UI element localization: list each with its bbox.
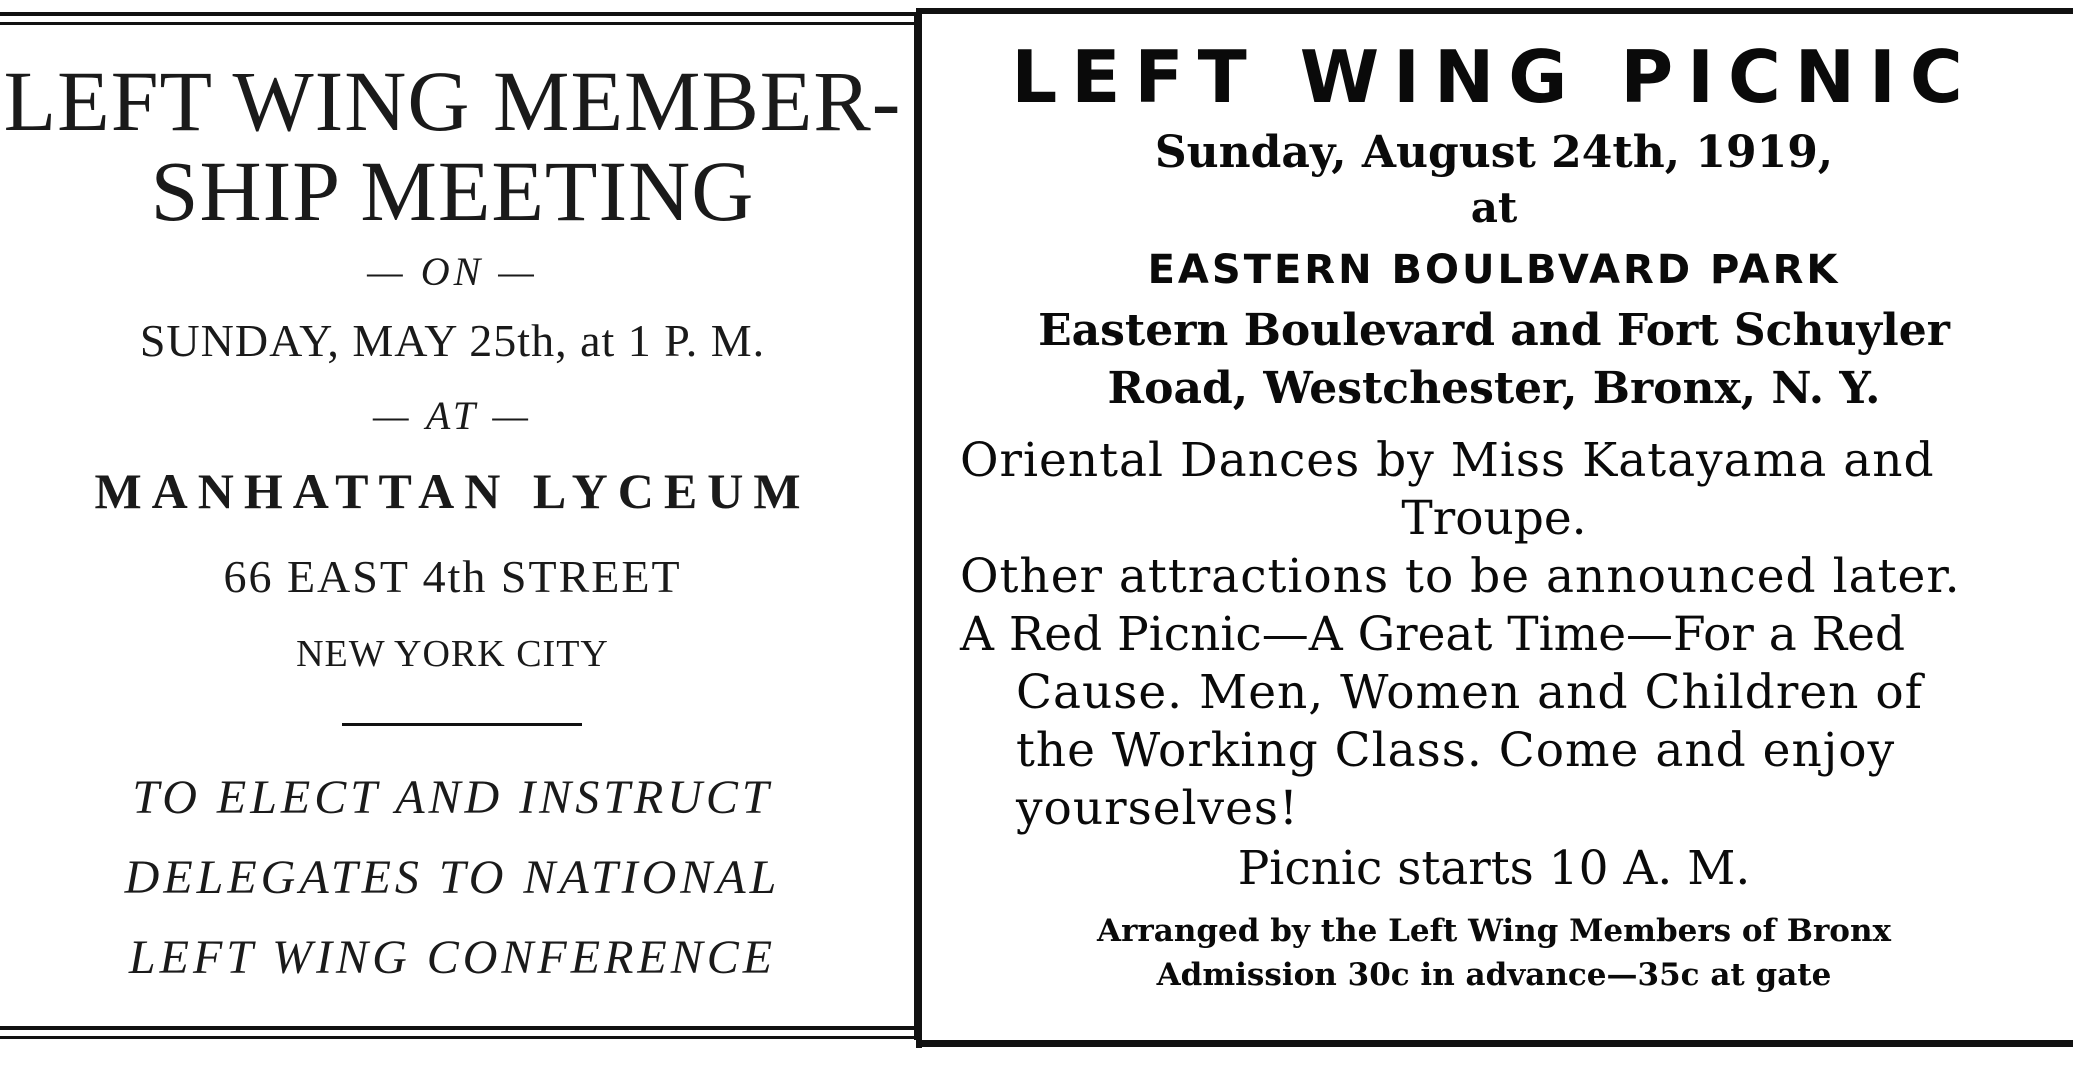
- arranged-by-line: Arranged by the Left Wing Members of Bronx: [1097, 913, 1891, 949]
- picnic-start-time: Picnic starts 10 A. M.: [1237, 841, 1751, 896]
- cause-line-1: A Red Picnic—A Great Time—For a Red: [960, 607, 1906, 662]
- picnic-park-name: EASTERN BOULBVARD PARK: [1147, 247, 1841, 293]
- picnic-notice: [920, 15, 2068, 1045]
- bottom-double-rule-inner: [0, 1036, 918, 1039]
- attractions-line: Other attractions to be announced later.: [960, 549, 1961, 604]
- meeting-date: SUNDAY, MAY 25th, at 1 P. M.: [139, 315, 766, 366]
- meeting-title-line-1: LEFT WING MEMBER-: [3, 53, 902, 149]
- venue-name: MANHATTAN LYCEUM: [94, 463, 811, 519]
- top-double-rule-outer: [0, 12, 918, 16]
- short-divider-rule: [342, 723, 582, 726]
- bottom-double-rule-outer: [0, 1026, 918, 1030]
- picnic-title: LEFT WING PICNIC: [1011, 35, 1977, 119]
- picnic-location-line-2: Road, Westchester, Bronx, N. Y.: [1107, 363, 1881, 414]
- at-label: — AT —: [373, 393, 532, 438]
- on-label: — ON —: [367, 249, 538, 294]
- admission-line: Admission 30c in advance—35c at gate: [1156, 957, 1832, 993]
- membership-meeting-notice: [0, 30, 905, 1020]
- cause-line-4: yourselves!: [1016, 781, 1299, 836]
- right-ad-border-top: [916, 8, 2073, 14]
- venue-city: NEW YORK CITY: [296, 633, 609, 675]
- picnic-at-label: at: [1470, 183, 1518, 232]
- purpose-line-2: DELEGATES TO NATIONAL: [124, 851, 781, 904]
- picnic-date: Sunday, August 24th, 1919,: [1154, 127, 1834, 178]
- cause-line-2: Cause. Men, Women and Children of: [1016, 665, 1924, 720]
- dances-line-2: Troupe.: [1401, 491, 1587, 546]
- dances-line-1: Oriental Dances by Miss Katayama and: [960, 433, 1935, 488]
- top-double-rule-inner: [0, 22, 918, 25]
- purpose-line-3: LEFT WING CONFERENCE: [128, 931, 777, 984]
- venue-address: 66 EAST 4th STREET: [223, 551, 682, 602]
- purpose-line-1: TO ELECT AND INSTRUCT: [132, 771, 773, 824]
- meeting-title-line-2: SHIP MEETING: [150, 143, 755, 239]
- picnic-location-line-1: Eastern Boulevard and Fort Schuyler: [1038, 305, 1950, 356]
- cause-line-3: the Working Class. Come and enjoy: [1016, 723, 1896, 778]
